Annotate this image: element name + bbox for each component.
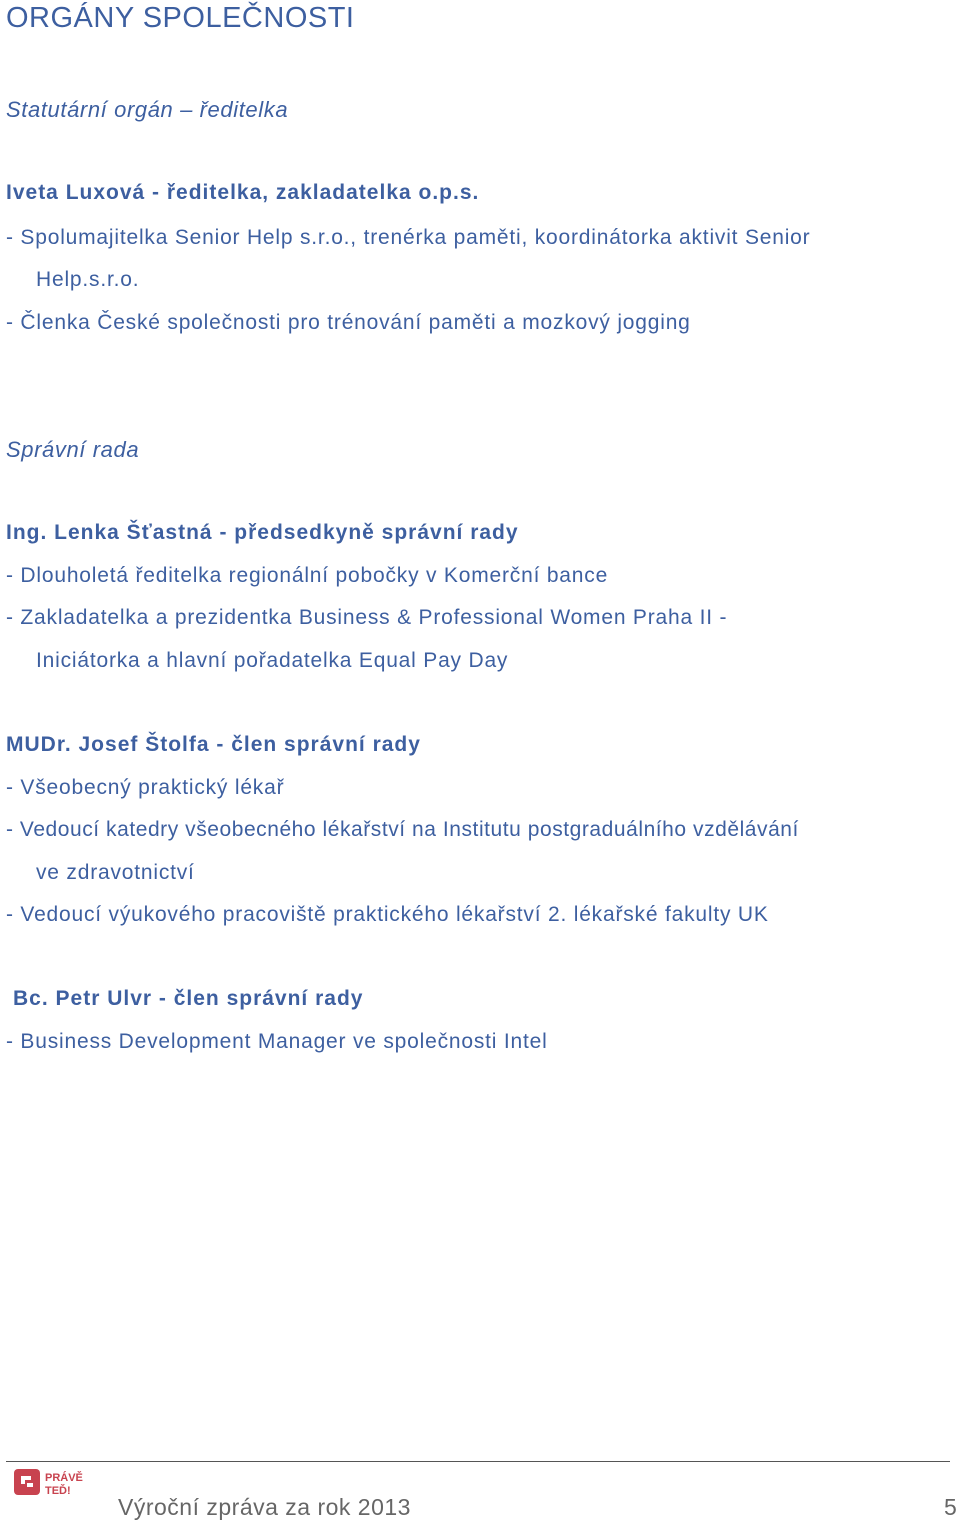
logo-text-top: PRÁVĚ — [45, 1472, 83, 1484]
board-member-line: - Vedoucí výukového pracoviště praktického lékařství 2. lékařské fakulty UK — [6, 903, 769, 926]
page-number: 5 — [944, 1494, 957, 1520]
board-member-line: Iniciátorka a hlavní pořadatelka Equal Pay Day — [36, 649, 509, 672]
statutory-name: Iveta Luxová - ředitelka, zakladatelka o.p.s. — [6, 181, 480, 204]
statutory-line: - Členka České společnosti pro trénování paměti a mozkový jogging — [6, 311, 691, 334]
logo-text-bottom: TEĎ! — [45, 1485, 71, 1497]
board-member-line: - Business Development Manager ve společnosti Intel — [6, 1030, 548, 1053]
board-member-line: ve zdravotnictví — [36, 861, 195, 884]
board-member-line: - Vedoucí katedry všeobecného lékařství na Institutu postgraduálního vzdělávání — [6, 818, 799, 841]
statutory-line: Help.s.r.o. — [36, 268, 140, 291]
statutory-line: - Spolumajitelka Senior Help s.r.o., trenérka paměti, koordinátorka aktivit Senior — [6, 226, 811, 249]
board-member-line: - Zakladatelka a prezidentka Business & Professional Women Praha II - — [6, 606, 728, 629]
board-member-name: Ing. Lenka Šťastná - předsedkyně správní rady — [6, 521, 519, 544]
board-member-line: - Dlouholetá ředitelka regionální pobočky v Komerční bance — [6, 564, 609, 587]
footer-divider — [6, 1461, 950, 1462]
logo — [12, 1466, 102, 1500]
logo-mark — [14, 1469, 40, 1495]
board-heading: Správní rada — [6, 437, 140, 462]
statutory-heading: Statutární orgán – ředitelka — [6, 97, 289, 122]
page-title: ORGÁNY SPOLEČNOSTI — [6, 2, 355, 34]
footer-text: Výroční zpráva za rok 2013 — [118, 1494, 411, 1520]
board-member-name: MUDr. Josef Štolfa - člen správní rady — [6, 733, 421, 756]
board-member-line: - Všeobecný praktický lékař — [6, 776, 285, 799]
board-member-name: Bc. Petr Ulvr - člen správní rady — [13, 987, 364, 1010]
